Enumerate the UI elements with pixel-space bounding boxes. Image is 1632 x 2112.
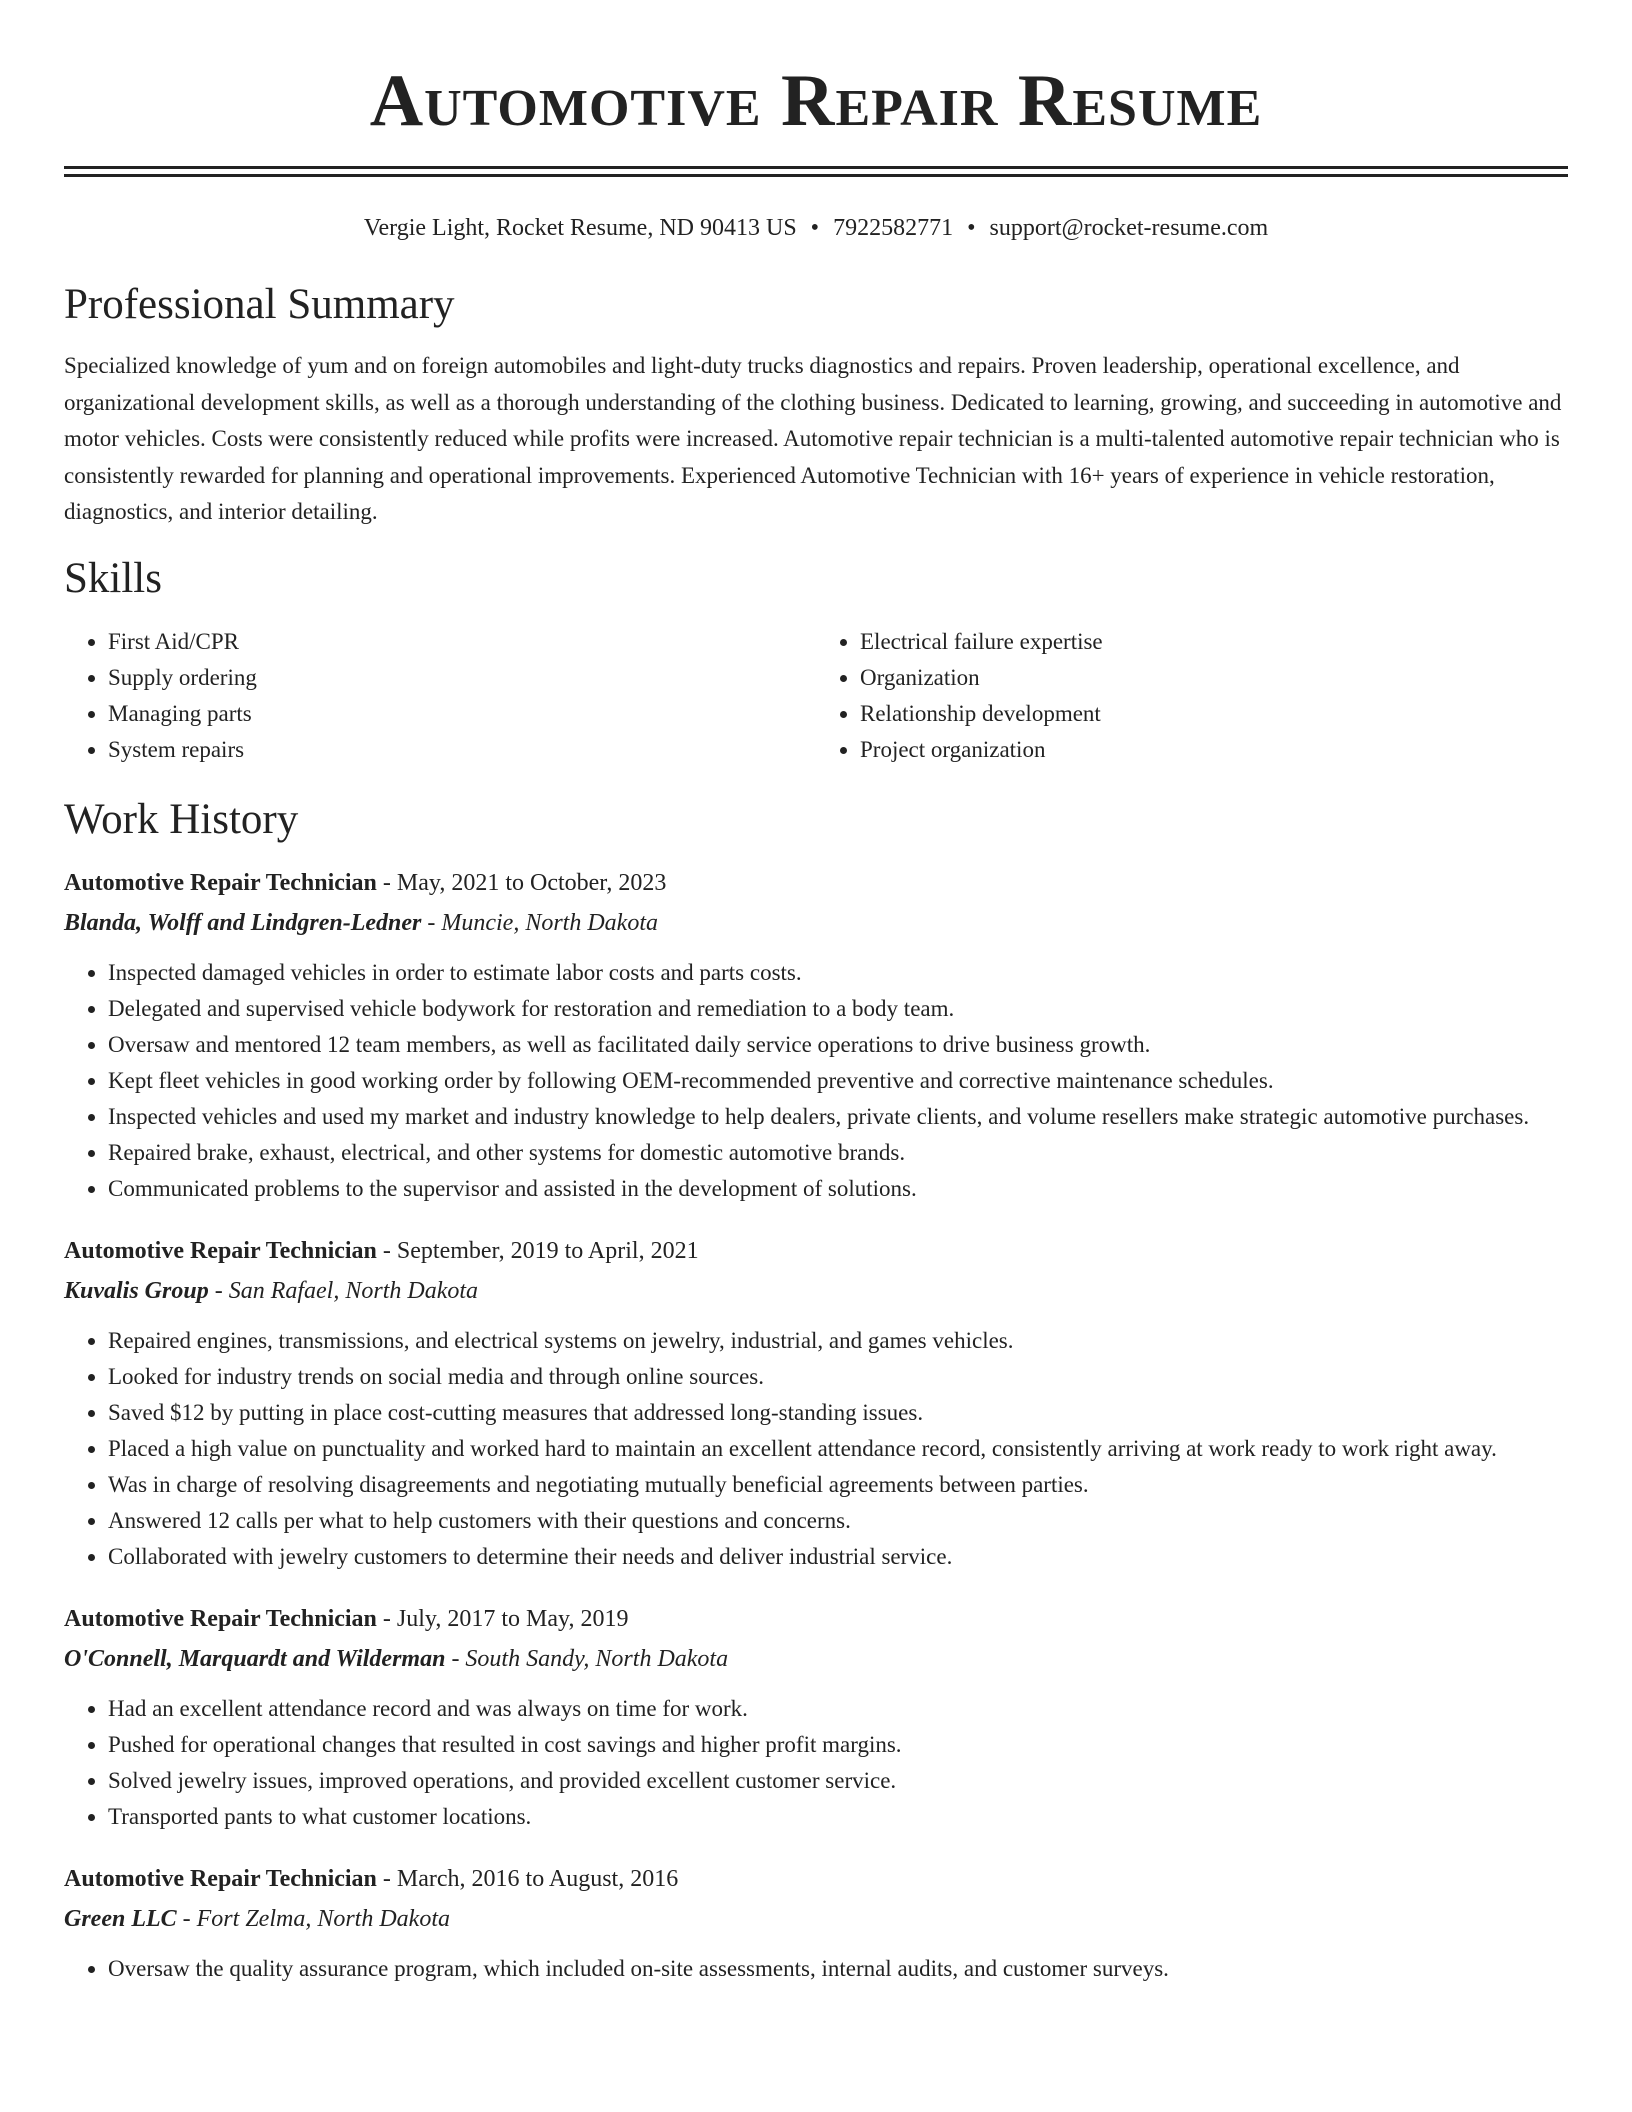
work-history-heading: Work History	[64, 795, 299, 843]
job-company: Kuvalis Group	[64, 1277, 209, 1304]
job-bullet: • Was in charge of resolving disagreements and negotiating mutually beneficial agreements between parties.	[108, 1467, 1568, 1503]
job-dates: - May, 2021 to October, 2023	[376, 869, 667, 896]
job-company-line	[64, 1639, 1568, 1679]
job-entry	[64, 1599, 1568, 1835]
job-bullet: • Collaborated with jewelry customers to determine their needs and deliver industrial service.	[108, 1539, 1568, 1575]
job-bullets	[64, 1323, 1568, 1575]
job-bullet: • Oversaw and mentored 12 team members, as well as facilitated daily service operations to drive business growth.	[108, 1027, 1568, 1063]
job-entry	[64, 863, 1568, 1207]
resume-title: Automotive Repair Resume	[369, 60, 1263, 142]
skills-column-right	[816, 624, 1568, 768]
contact-separator: •	[810, 215, 820, 241]
job-bullet: • Repaired brake, exhaust, electrical, and other systems for domestic automotive brands.	[108, 1135, 1568, 1171]
skills-heading: Skills	[64, 554, 162, 602]
title-divider-bottom	[64, 174, 1568, 177]
job-bullets	[64, 1691, 1568, 1835]
job-company-line	[64, 903, 1568, 943]
job-bullets	[64, 955, 1568, 1207]
contact-email[interactable]: support@rocket-resume.com	[989, 215, 1269, 241]
contact-phone: 7922582771	[833, 215, 954, 241]
job-company: Green LLC	[64, 1905, 177, 1932]
skills-column-left	[64, 624, 816, 768]
summary-heading: Professional Summary	[64, 281, 455, 328]
contact-line	[64, 213, 1568, 243]
job-title-line	[64, 1599, 1568, 1639]
job-dates: - September, 2019 to April, 2021	[376, 1237, 699, 1264]
job-location: - Muncie, North Dakota	[421, 909, 658, 936]
job-role: Automotive Repair Technician	[64, 1865, 377, 1892]
job-bullet: • Pushed for operational changes that resulted in cost savings and higher profit margins.	[108, 1727, 1568, 1763]
job-role: Automotive Repair Technician	[64, 1237, 377, 1264]
job-company: O'Connell, Marquardt and Wilderman	[64, 1645, 446, 1672]
job-bullet: • Looked for industry trends on social media and through online sources.	[108, 1359, 1568, 1395]
job-bullet: • Saved $12 by putting in place cost-cutting measures that addressed long-standing issues.	[108, 1395, 1568, 1431]
job-bullet: • Communicated problems to the supervisor and assisted in the development of solutions.	[108, 1171, 1568, 1207]
job-bullet: • Had an excellent attendance record and was always on time for work.	[108, 1691, 1568, 1727]
contact-address: Vergie Light, Rocket Resume, ND 90413 US	[363, 215, 797, 241]
job-location: - Fort Zelma, North Dakota	[176, 1905, 450, 1932]
job-company-line	[64, 1899, 1568, 1939]
job-title-line	[64, 1859, 1568, 1899]
skill-item: • Supply ordering	[108, 660, 816, 696]
skill-item: • Electrical failure expertise	[860, 624, 1568, 660]
job-role: Automotive Repair Technician	[64, 1605, 377, 1632]
contact-separator: •	[967, 215, 976, 241]
job-bullet: • Repaired engines, transmissions, and electrical systems on jewelry, industrial, and games vehicles.	[108, 1323, 1568, 1359]
skill-item: • Organization	[860, 660, 1568, 696]
skill-item: • Relationship development	[860, 696, 1568, 732]
job-bullet: • Solved jewelry issues, improved operations, and provided excellent customer service.	[108, 1763, 1568, 1799]
job-title-line	[64, 1231, 1568, 1271]
job-dates: - July, 2017 to May, 2019	[376, 1605, 629, 1632]
title-divider-top	[64, 166, 1568, 169]
job-entry	[64, 1859, 1568, 1987]
job-role: Automotive Repair Technician	[64, 869, 377, 896]
job-bullets	[64, 1951, 1568, 1987]
job-bullet: • Placed a high value on punctuality and worked hard to maintain an excellent attendance record, consistently arriving at work ready to work right away.	[108, 1431, 1568, 1467]
job-bullet: • Answered 12 calls per what to help customers with their questions and concerns.	[108, 1503, 1568, 1539]
job-bullet: • Kept fleet vehicles in good working order by following OEM-recommended preventive and corrective maintenance schedules.	[108, 1063, 1568, 1099]
skill-item: • Project organization	[860, 732, 1568, 768]
job-location: - San Rafael, North Dakota	[208, 1277, 479, 1304]
job-company-line	[64, 1271, 1568, 1311]
job-bullet: • Inspected damaged vehicles in order to estimate labor costs and parts costs.	[108, 955, 1568, 991]
skill-item: • System repairs	[108, 732, 816, 768]
job-company: Blanda, Wolff and Lindgren-Ledner	[64, 909, 422, 936]
job-entry	[64, 1231, 1568, 1575]
skills-list	[64, 624, 1568, 768]
skill-item: • Managing parts	[108, 696, 816, 732]
job-location: - South Sandy, North Dakota	[445, 1645, 729, 1672]
job-dates: - March, 2016 to August, 2016	[376, 1865, 679, 1892]
summary-text: Specialized knowledge of yum and on foreign automobiles and light-duty trucks diagnostics and repairs. Proven leadership, operational excellence, and organizational development skills, as well as a thorough understanding of the clothing business. Dedicated to learning, growing, and succeeding in automotive and motor vehicles. Costs were consistently reduced while profits were increased. Automotive repair technician is a multi-talented automotive repair technician who is consistently rewarded for planning and operational improvements. Experienced Automotive Technician with 16+ years of experience in vehicle restoration, diagnostics, and interior detailing.	[64, 353, 1562, 524]
job-bullet: • Inspected vehicles and used my market and industry knowledge to help dealers, private clients, and volume resellers make strategic automotive purchases.	[108, 1099, 1568, 1135]
skill-item: • First Aid/CPR	[108, 624, 816, 660]
job-title-line	[64, 863, 1568, 903]
job-bullet: • Transported pants to what customer locations.	[108, 1799, 1568, 1835]
job-bullet: • Delegated and supervised vehicle bodywork for restoration and remediation to a body team.	[108, 991, 1568, 1027]
job-bullet: • Oversaw the quality assurance program, which included on-site assessments, internal audits, and customer surveys.	[108, 1951, 1568, 1987]
